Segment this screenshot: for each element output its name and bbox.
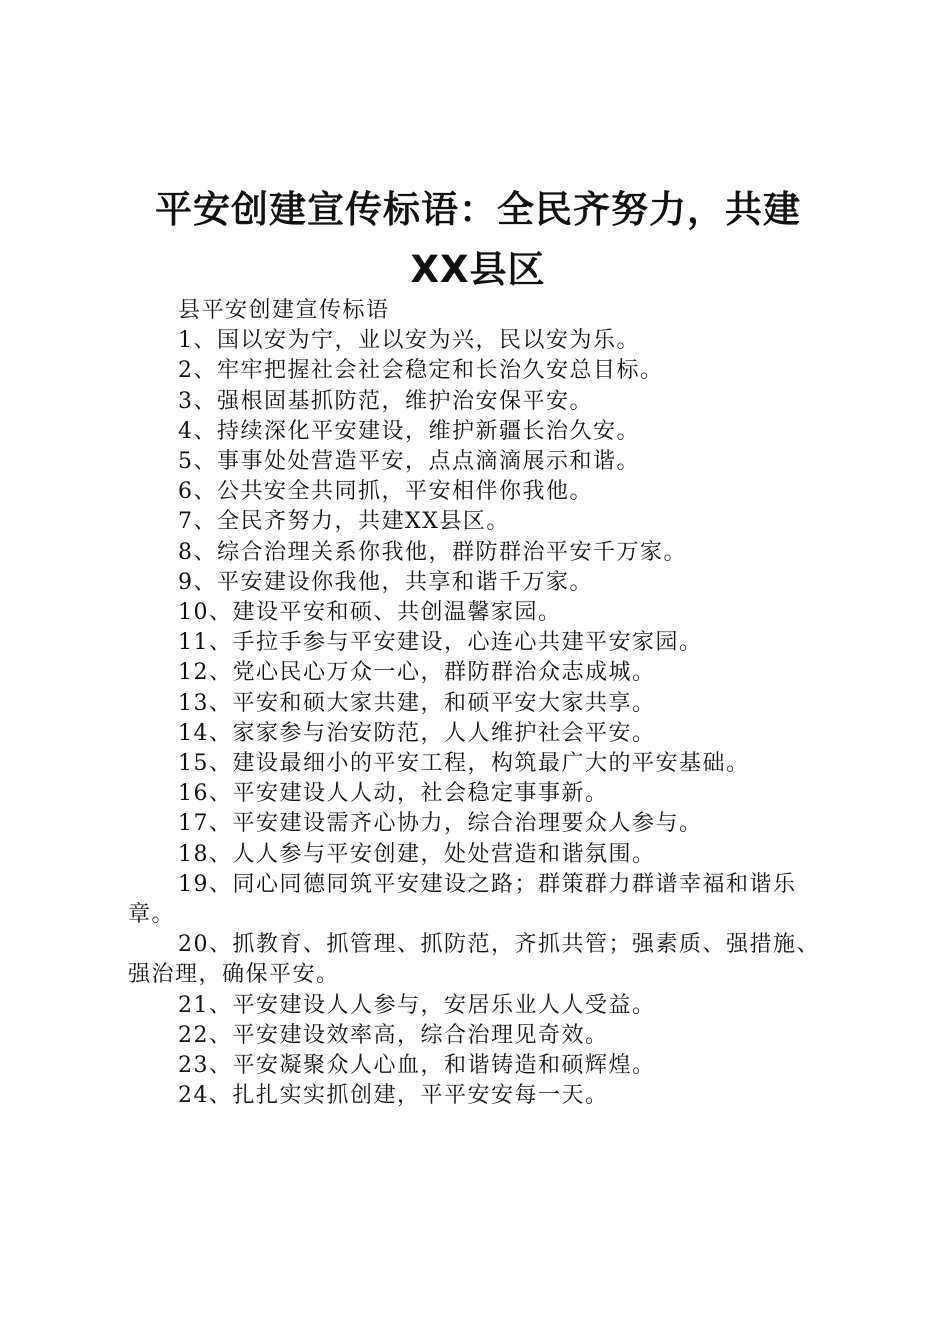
slogan-item: 24、扎扎实实抓创建，平平安安每一天。 <box>178 1083 609 1109</box>
slogan-item: 9、平安建设你我他，共享和谐千万家。 <box>178 569 593 595</box>
slogan-item: 21、平安建设人人参与，安居乐业人人受益。 <box>178 992 656 1018</box>
slogan-item: 11、手拉手参与平安建设，心连心共建平安家园。 <box>178 630 703 656</box>
slogan-item: 2、牢牢把握社会社会稳定和长治久安总目标。 <box>178 358 664 384</box>
slogan-item: 20、抓教育、抓管理、抓防范，齐抓共管；强素质、强措施、强治理，确保平安。 <box>128 932 820 988</box>
slogan-item: 19、同心同德同筑平安建设之路；群策群力群谱幸福和谐乐章。 <box>128 871 797 928</box>
slogan-item: 1、国以安为宁，业以安为兴，民以安为乐。 <box>178 328 640 354</box>
slogan-item: 8、综合治理关系你我他，群防群治平安千万家。 <box>178 539 687 565</box>
slogan-item: 3、强根固基抓防范，维护治安保平安。 <box>178 388 593 414</box>
slogan-item: 5、事事处处营造平安，点点滴滴展示和谐。 <box>178 449 640 475</box>
slogan-item: 10、建设平安和硕、共创温馨家园。 <box>178 600 562 626</box>
page-title: 平安创建宣传标语：全民齐努力，共建XX县区 <box>155 188 801 291</box>
slogan-item: 14、家家参与治安防范，人人维护社会平安。 <box>178 720 656 746</box>
slogan-item: 12、党心民心万众一心，群防群治众志成城。 <box>178 660 656 686</box>
slogan-item: 16、平安建设人人动，社会稳定事事新。 <box>178 781 609 807</box>
slogan-item: 22、平安建设效率高，综合治理见奇效。 <box>178 1022 609 1048</box>
slogan-item: 23、平安凝聚众人心血，和谐铸造和硕辉煌。 <box>178 1053 656 1079</box>
slogan-item: 17、平安建设需齐心协力，综合治理要众人参与。 <box>178 811 703 837</box>
slogan-item: 15、建设最细小的平安工程，构筑最广大的平安基础。 <box>178 751 750 777</box>
slogan-item: 6、公共安全共同抓，平安相伴你我他。 <box>178 479 593 505</box>
document-body <box>128 296 834 1111</box>
slogan-item: 7、全民齐努力，共建XX县区。 <box>178 509 510 535</box>
slogan-item: 18、人人参与平安创建，处处营造和谐氛围。 <box>178 841 656 867</box>
subtitle: 县平安创建宣传标语 <box>178 298 390 323</box>
slogan-item: 13、平安和硕大家共建，和硕平安大家共享。 <box>178 690 656 716</box>
slogan-item: 4、持续深化平安建设，维护新疆长治久安。 <box>178 418 640 444</box>
